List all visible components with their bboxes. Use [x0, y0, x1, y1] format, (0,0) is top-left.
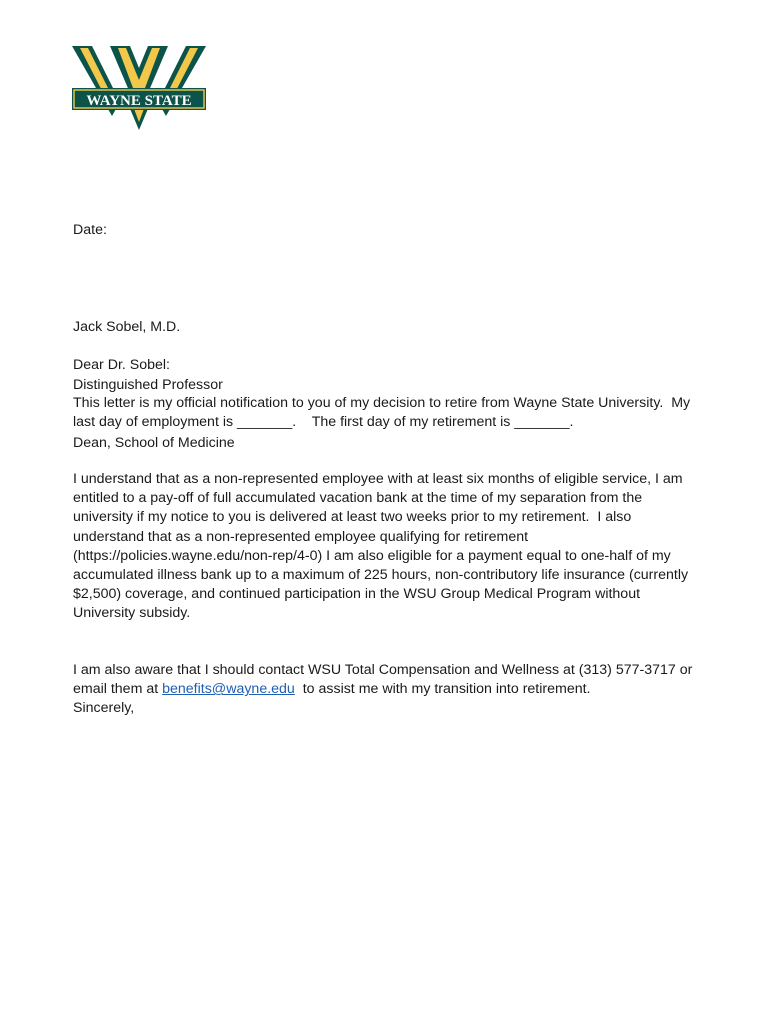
wayne-state-logo	[70, 44, 208, 130]
recipient-name: Jack Sobel, M.D.	[73, 319, 181, 336]
paragraph-retirement-notice: This letter is my official notification to you of my decision to retire from Wayne State University. My last day of employment is _______. The first day of my retirement is _______.	[73, 395, 695, 431]
wayne-state-w-logo-icon	[70, 44, 208, 130]
recipient-department: Dean, School of Medicine	[73, 434, 235, 451]
date-label: Date:	[73, 222, 107, 238]
logo-wordmark: WAYNE STATE	[86, 93, 192, 109]
paragraph-benefits: I understand that as a non-represented employee with at least six months of eligible service, I am entitled to a pay-off of full accumulated vacation bank at the time of my separation from the university if my notice to you is delivered at least two weeks prior to my retirement. I also understand that as a non-represented employee qualifying for retirement (https://policies.wayne.edu/non-rep/4-0) I am also eligible for a payment equal to one-half of my accumulated illness bank up to a maximum of 225 hours, non-contributory life insurance (currently $2,500) coverage, and continued participation in the WSU Group Medical Program without University subsidy.	[73, 471, 693, 622]
contact-text-after: to assist me with my transition into retirement.	[294, 681, 591, 698]
closing: Sincerely,	[73, 700, 135, 716]
recipient-title: Distinguished Professor	[73, 377, 223, 394]
paragraph-contact	[73, 661, 703, 699]
salutation: Dear Dr. Sobel:	[73, 357, 170, 373]
contact-text-before: I am also aware that I should contact WSU Total Compensation and Wellness at (313) 577-3717 or email them at	[73, 662, 697, 698]
recipient-address	[73, 280, 703, 491]
benefits-email-link[interactable]: benefits@wayne.edu	[162, 681, 295, 698]
